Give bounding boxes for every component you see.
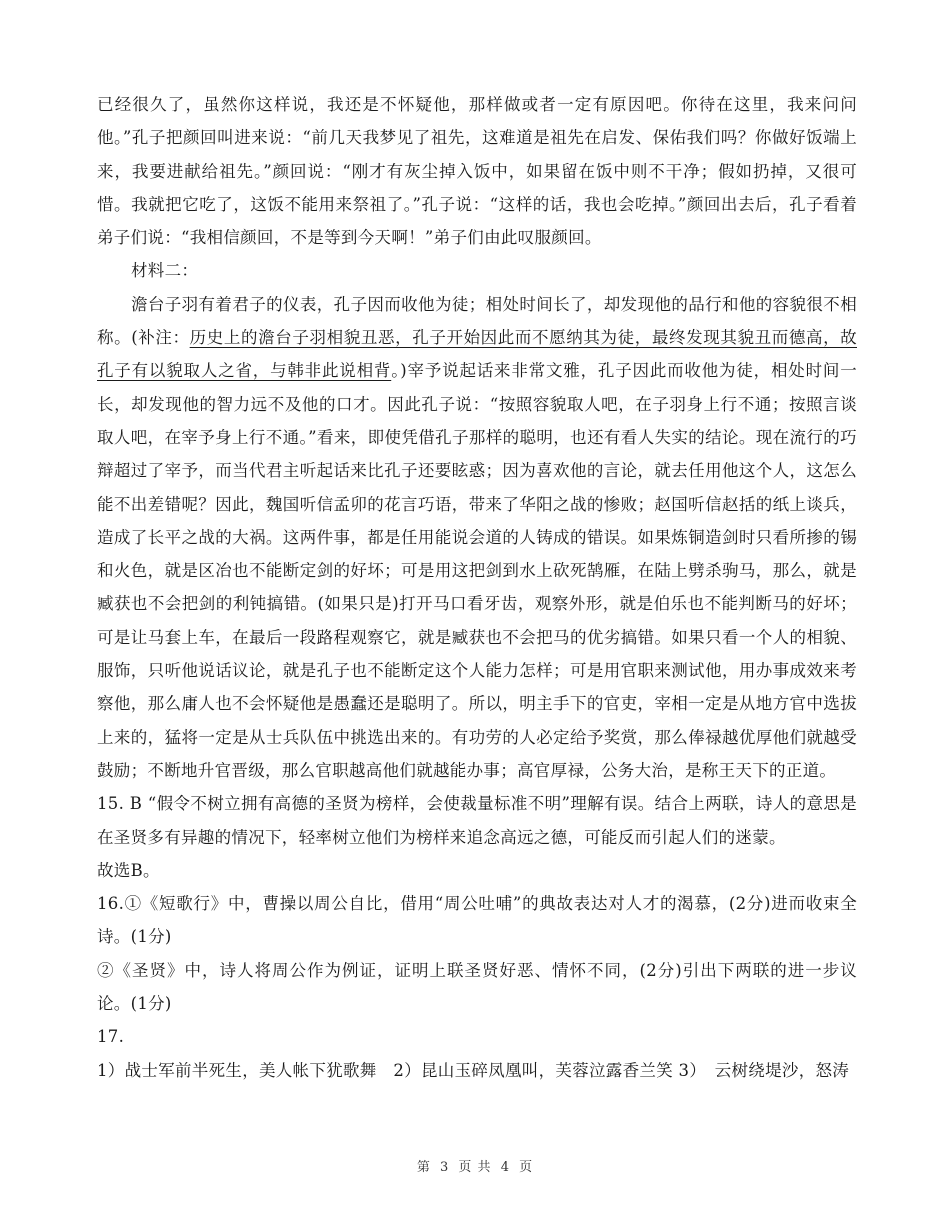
page-footer — [0, 1156, 950, 1175]
material2-paragraph-start: 澹台子羽有着君子的仪表，孔子因而收他为徒；相处时间长了，却发现他的品行和他的容貌很不相称。(补注： — [97, 294, 857, 348]
material2-paragraph — [97, 288, 857, 787]
q15-conclusion: 故选B。 — [97, 860, 160, 880]
q16-item-2: ②《圣贤》中，诗人将周公作为例证，证明上联圣贤好恶、情怀不同，(2分)引出下两联的进一步议论。(1分) — [97, 960, 857, 1014]
material2-heading: 材料二： — [131, 261, 199, 281]
page-label-prefix: 第 — [416, 1160, 431, 1175]
page-total: 4 — [500, 1160, 510, 1175]
material2-underlined-note: 历史上的澹台子羽相貌丑恶，孔子开始因此而不愿纳其为徒，最终发现其貌丑而德高，故孔子有以貌取人之省，与韩非此说相背 — [97, 328, 857, 381]
page-label-middle: 页 共 — [458, 1160, 492, 1175]
material1-ending-paragraph: 已经很久了，虽然你这样说，我还是不怀疑他，那样做或者一定有原因吧。你待在这里，我来问问他。”孔子把颜回叫进来说：“前几天我梦见了祖先，这难道是祖先在启发、保佑我们吗？你做好饭端上来，我要进献给祖先。”颜回说：“刚才有灰尘掉入饭中，如果留在饭中则不干净；假如扔掉，又很可惜。我就把它吃了，这饭不能用来祭祖了。”孔子说：“这样的话，我也会吃掉。”颜回出去后，孔子看着弟子们说：“我相信颜回，不是等到今天啊！”弟子们由此叹服颜回。 — [97, 95, 857, 248]
q17-number: 17. — [97, 1027, 125, 1047]
q16-item-1: 16.①《短歌行》中，曹操以周公自比，借用“周公吐哺”的典故表达对人才的渴慕，(2分)进而收束全诗。(1分) — [97, 894, 857, 947]
material2-paragraph-rest: 。)宰予说起话来非常文雅，孔子因此而收他为徒，相处时间一长，却发现他的智力远不及他的口才。因此孔子说：“按照容貌取人吧，在子羽身上行不通；按照言谈取人吧，在宰予身上行不通。”看来，即使凭借孔子那样的聪明，也还有看人失实的结论。现在流行的巧辩超过了宰予，而当代君主听起话来比孔子还要眩惑；因为喜欢他的言论，就去任用他这个人，这怎么能不出差错呢？因此，魏国听信孟卯的花言巧语，带来了华阳之战的惨败；赵国听信赵括的纸上谈兵，造成了长平之战的大祸。这两件事，都是任用能说会道的人铸成的错误。如果炼铜造剑时只看所掺的锡和火色，就是区冶也不能断定剑的好坏；可是用这把剑到水上砍死鹄雁，在陆上劈杀驹马，那么，就是臧获也不会把剑的利钝搞错。(如果只是)打开马口看牙齿，观察外形，就是伯乐也不能判断马的好坏；可是让马套上车，在最后一段路程观察它，就是臧获也不会把马的优劣搞错。如果只看一个人的相貌、服饰，只听他说话议论，就是孔子也不能断定这个人能力怎样；可是用官职来测试他，用办事成效来考察他，那么庸人也不会怀疑他是愚蠢还是聪明了。所以，明主手下的官吏，宰相一定是从地方官中选拔上来的，猛将一定是从士兵队伍中挑选出来的。有功劳的人必定给予奖赏，那么俸禄越优厚他们就越受鼓励；不断地升官晋级，那么官职越高他们就越能办事；高官厚禄，公务大治，是称王天下的正道。 — [97, 361, 857, 780]
q17-answers: 1）战士军前半死生，美人帐下犹歌舞 2）昆山玉碎凤凰叫，芙蓉泣露香兰笑 3） 云树绕堤沙，怒涛 — [97, 1060, 850, 1080]
q15-answer: 15. B “假令不树立拥有高德的圣贤为榜样，会使裁量标准不明”理解有误。结合上两联，诗人的意思是在圣贤多有异趣的情况下，轻率树立他们为榜样来追念高远之德，可能反而引起人们的迷蒙。 — [97, 794, 857, 847]
page-content — [97, 88, 857, 1087]
page-number: 3 — [440, 1160, 450, 1175]
page-label-suffix: 页 — [519, 1160, 534, 1175]
